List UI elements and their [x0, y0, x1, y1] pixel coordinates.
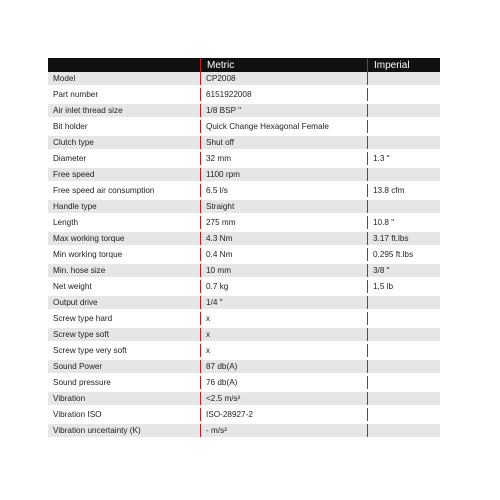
imperial-value [368, 375, 441, 391]
imperial-value [368, 72, 441, 87]
spec-label: Sound Power [48, 359, 201, 375]
spec-label: Air inlet thread size [48, 103, 201, 119]
table-row [48, 327, 440, 343]
table-row [48, 263, 440, 279]
imperial-value: 3/8 " [368, 263, 441, 279]
table-row [48, 215, 440, 231]
metric-value: 0.4 Nm [201, 247, 368, 263]
table-row [48, 103, 440, 119]
imperial-value [368, 167, 441, 183]
metric-value: 10 mm [201, 263, 368, 279]
spec-label: Screw type very soft [48, 343, 201, 359]
spec-label: Vibration ISO [48, 407, 201, 423]
spec-label: Free speed [48, 167, 201, 183]
metric-value: 1100 rpm [201, 167, 368, 183]
table-row [48, 375, 440, 391]
metric-value: CP2008 [201, 72, 368, 87]
table-row [48, 167, 440, 183]
imperial-value: 10.8 " [368, 215, 441, 231]
header-blank [48, 58, 201, 72]
table-row [48, 359, 440, 375]
table-row [48, 407, 440, 423]
metric-value: Straight [201, 199, 368, 215]
imperial-value [368, 327, 441, 343]
imperial-value [368, 343, 441, 359]
spec-label: Net weight [48, 279, 201, 295]
table-row [48, 423, 440, 439]
header-imperial: Imperial [368, 58, 441, 72]
table-row [48, 119, 440, 135]
spec-label: Diameter [48, 151, 201, 167]
table-row [48, 183, 440, 199]
table-body [48, 72, 440, 439]
spec-label: Vibration [48, 391, 201, 407]
imperial-value [368, 407, 441, 423]
spec-label: Vibration uncertainty (K) [48, 423, 201, 439]
spec-label: Sound pressure [48, 375, 201, 391]
header-metric: Metric [201, 58, 368, 72]
imperial-value [368, 119, 441, 135]
spec-label: Length [48, 215, 201, 231]
spec-table [48, 58, 440, 440]
metric-value: x [201, 343, 368, 359]
metric-value: 32 mm [201, 151, 368, 167]
table-row [48, 151, 440, 167]
imperial-value: 1,5 lb [368, 279, 441, 295]
table-row [48, 87, 440, 103]
spec-label: Clutch type [48, 135, 201, 151]
spec-label: Min. hose size [48, 263, 201, 279]
table-header-row [48, 58, 440, 72]
imperial-value: 1.3 " [368, 151, 441, 167]
spec-label: Output drive [48, 295, 201, 311]
imperial-value [368, 423, 441, 439]
spec-label: Model [48, 72, 201, 87]
imperial-value [368, 391, 441, 407]
imperial-value: 13.8 cfm [368, 183, 441, 199]
metric-value: <2.5 m/s² [201, 391, 368, 407]
spec-label: Free speed air consumption [48, 183, 201, 199]
table-row [48, 72, 440, 87]
metric-value: 87 db(A) [201, 359, 368, 375]
metric-value: 76 db(A) [201, 375, 368, 391]
imperial-value [368, 87, 441, 103]
table-row [48, 391, 440, 407]
metric-value: 1/4 " [201, 295, 368, 311]
imperial-value: 0.295 ft.lbs [368, 247, 441, 263]
metric-value: 6.5 l/s [201, 183, 368, 199]
spec-label: Part number [48, 87, 201, 103]
table-row [48, 279, 440, 295]
metric-value: 1/8 BSP " [201, 103, 368, 119]
spec-label: Screw type hard [48, 311, 201, 327]
imperial-value [368, 359, 441, 375]
metric-value: 275 mm [201, 215, 368, 231]
table-row [48, 343, 440, 359]
spec-label: Handle type [48, 199, 201, 215]
metric-value: x [201, 327, 368, 343]
imperial-value [368, 135, 441, 151]
metric-value: x [201, 311, 368, 327]
imperial-value [368, 311, 441, 327]
table-row [48, 247, 440, 263]
imperial-value [368, 295, 441, 311]
spec-label: Min working torque [48, 247, 201, 263]
table-row [48, 311, 440, 327]
table-row [48, 231, 440, 247]
imperial-value [368, 103, 441, 119]
metric-value: 0.7 kg [201, 279, 368, 295]
imperial-value: 3.17 ft.lbs [368, 231, 441, 247]
table-row [48, 199, 440, 215]
imperial-value [368, 199, 441, 215]
spec-label: Max working torque [48, 231, 201, 247]
metric-value: 4.3 Nm [201, 231, 368, 247]
metric-value: 6151922008 [201, 87, 368, 103]
table-row [48, 295, 440, 311]
metric-value: - m/s² [201, 423, 368, 439]
metric-value: Quick Change Hexagonal Female [201, 119, 368, 135]
table-row [48, 135, 440, 151]
spec-label: Screw type soft [48, 327, 201, 343]
metric-value: ISO-28927-2 [201, 407, 368, 423]
metric-value: Shut off [201, 135, 368, 151]
spec-label: Bit holder [48, 119, 201, 135]
